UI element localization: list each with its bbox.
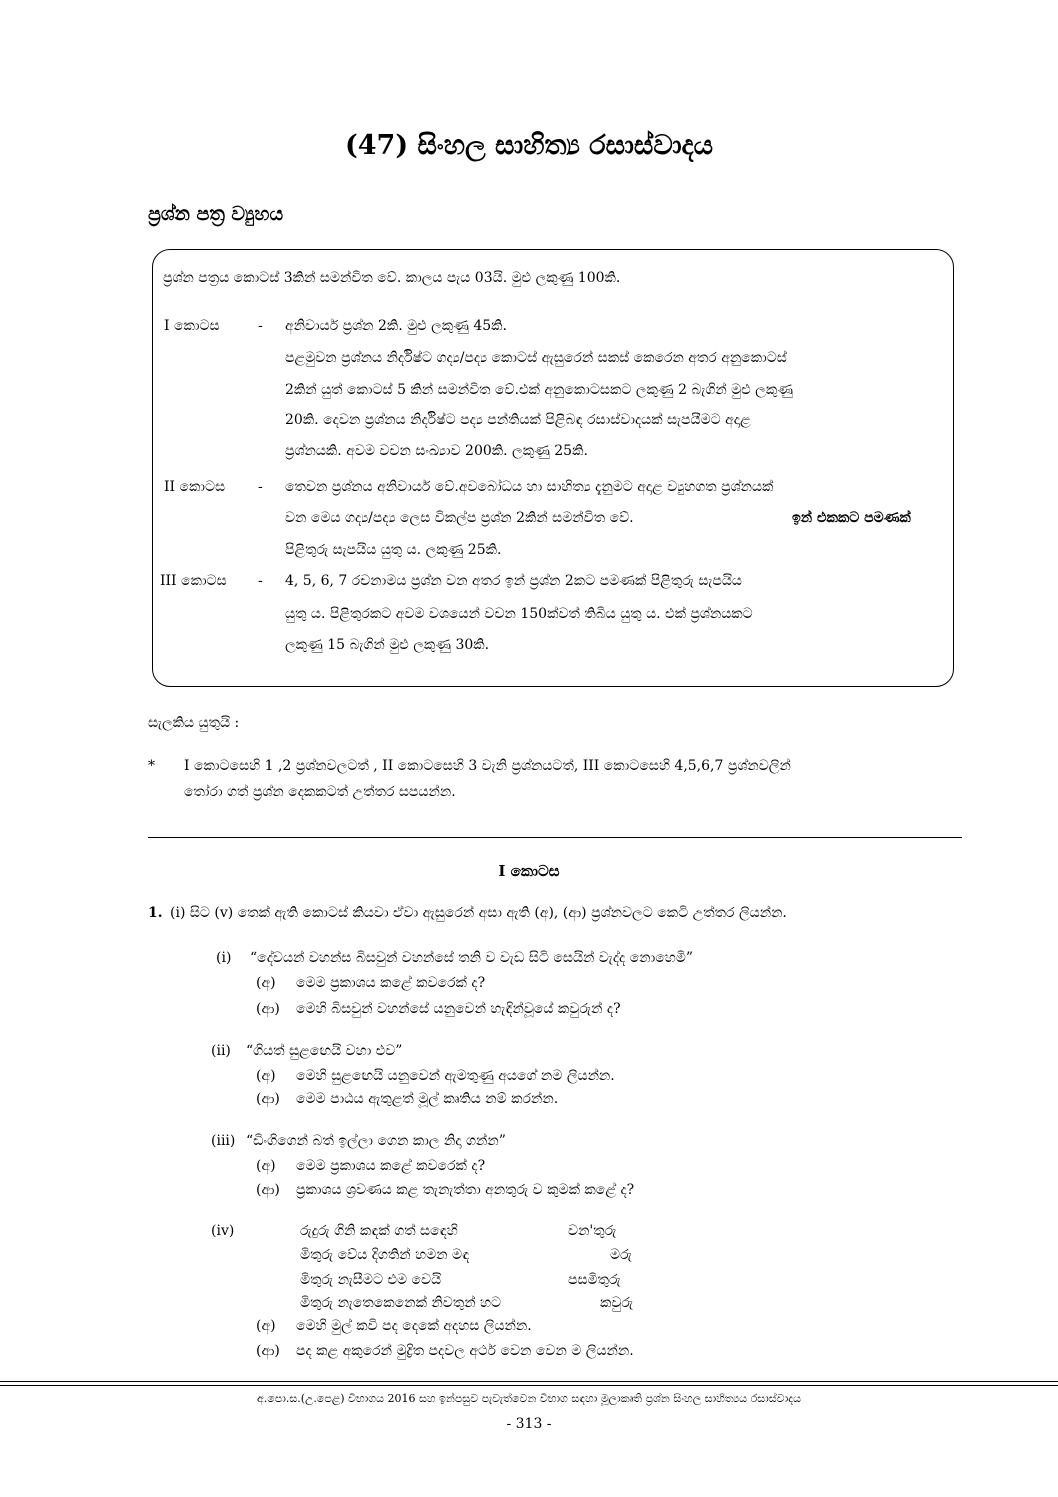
part1-line: අනිවාර්ය ප්‍රශ්න 2කි. මුළු ලකුණු 45කි.	[285, 318, 507, 334]
sub-text: මෙහි සුළඟෙයි යනුවෙන් ඇමතුණු අයගේ නම ලියන්න.	[296, 1068, 615, 1084]
sub-text: මෙම ප්‍රකාශය කළේ කවරෙක් ද?	[296, 975, 486, 991]
section-heading: I කොටස	[498, 862, 560, 880]
part2-dash: -	[258, 479, 263, 495]
sub-label: (ආ)	[256, 1182, 280, 1198]
part2-line: පිළිතුරු සැපයිය යුතු ය. ලකුණු 25කි.	[285, 542, 502, 558]
footer-text: අ.පො.ස.(උ.පෙළ) විභාගය 2016 සහ ඉන්පසුව පැවැත්වෙන විභාග සඳහා මූලාකෘති ප්‍රශ්න සිංහල සාහිත්‍යය රසාස්වාදය	[257, 1392, 801, 1405]
part1-dash: -	[258, 318, 263, 334]
part3-line: ලකුණු 15 බැගින් මුළු ලකුණු 30කි.	[285, 637, 490, 653]
part3-line: යුතු ය. පිළිතුරකට අවම වශයෙන් වචන 150ක්වත් තිබිය යුතු ය. එක් ප්‍රශ්නයකට	[285, 606, 753, 622]
sub-text: මෙහි මුල් කවි පද දෙකේ අදහස ලියන්න.	[296, 1318, 532, 1334]
verse-left: මිතුරු නැසීමට එම වෙයි	[300, 1272, 442, 1288]
divider	[148, 837, 962, 838]
sub-text: ප්‍රකාශය ශ්‍රවණය කළ තැනැත්තා අනතුරු ව කුමක් කළේ ද?	[296, 1182, 635, 1198]
footer-rule	[0, 1385, 1058, 1386]
sub-label: (අ)	[256, 1068, 276, 1084]
note-line: I කොටසෙහි 1 ,2 ප්‍රශ්නවලටත් , II කොටසෙහි 3 වැනි ප්‍රශ්නයටත්, III කොටසෙහි 4,5,6,7 ප්‍රශ්නවලින්	[184, 758, 791, 774]
part2-line: වන මෙය ගද්‍ය/පද්‍ය ලෙස විකල්ප ප්‍රශ්න 2කින් සමන්විත වේ.	[285, 510, 634, 526]
part3-line: 4, 5, 6, 7 රචනාමය ප්‍රශ්න වන අතර ඉන් ප්‍රශ්න 2කට පමණක් පිළිතුරු සැපයිය	[285, 573, 742, 589]
sub-label: (ආ)	[256, 1091, 280, 1107]
item-quote: “දේවයන් වහන්ස බිසවුන් වහන්සේ තනි ව වැඩ සිටි සෙයින් වැද්ද නොහෙමි”	[250, 950, 693, 966]
sub-label: (ආ)	[256, 1343, 280, 1359]
page-title: (47) සිංහල සාහිත්‍ය රසාස්වාදය	[344, 130, 714, 161]
part1-line: 20කි. දෙවන ප්‍රශ්නය නිර්දිෂ්ට පද්‍ය පන්තියක් පිළිබඳ රසාස්වාදයක් සැපයීමට අදාළ	[285, 412, 751, 428]
part1-label: I කොටස	[164, 318, 220, 334]
item-quote: “ඩිංගිගෙන් බත් ඉල්ලා ගෙන කාල නිදා ගන්න”	[246, 1133, 506, 1149]
page-number: - 313 -	[506, 1416, 552, 1432]
note-heading: සැලකිය යුතුයි :	[148, 715, 240, 731]
verse-left: මිතුරු නැතෙකෙනෙක් නිවතුන් හට	[300, 1295, 502, 1311]
item-label: (ii)	[211, 1043, 231, 1059]
sub-label: (අ)	[256, 1158, 276, 1174]
verse-right: මරු	[610, 1247, 632, 1263]
box-intro: ප්‍රශ්න පත්‍රය කොටස් 3කින් සමන්විත වේ. කාලය පැය 03යි. මුළු ලකුණු 100කි.	[163, 270, 621, 286]
part1-line: පළමුවන ප්‍රශ්නය නිර්දිෂ්ට ගද්‍ය/පද්‍ය කොටස් ඇසුරෙන් සකස් කෙරෙන අතර අනුකොටස්	[285, 350, 787, 366]
sub-text: මෙහි බිසවුන් වහන්සේ යනුවෙන් හැඳින්වූයේ කවුරුන් ද?	[296, 1001, 621, 1017]
sub-label: (අ)	[256, 1318, 276, 1334]
part1-line: ප්‍රශ්නයකි. අවම වචන සංඛ්‍යාව 200කි. ලකුණු 25කි.	[285, 443, 588, 459]
structure-heading: ප්‍රශ්න පත්‍ර ව්‍යුහය	[148, 203, 284, 225]
part2-label: II කොටස	[164, 479, 226, 495]
sub-label: (අ)	[256, 975, 276, 991]
question-text: (i) සිට (v) තෙක් ඇති කොටස් කියවා ඒවා ඇසුරෙන් අසා ඇති (අ), (ආ) ප්‍රශ්නවලට කෙටි උත්තර ලියන්න.	[170, 905, 787, 921]
sub-text: මෙම පාඨය ඇතුළත් මූල් කෘතිය නම් කරන්න.	[296, 1091, 559, 1107]
item-label: (iii)	[211, 1133, 236, 1149]
footer-rule	[0, 1381, 1058, 1382]
verse-left: මිතුරු වේය දිගතින් හමන මඳ	[300, 1247, 470, 1263]
item-label: (iv)	[211, 1223, 235, 1239]
question-number: 1.	[148, 905, 163, 921]
part1-line: 2කින් යුත් කොටස් 5 කින් සමන්විත වේ.එක් අනුකොටසකට ලකුණු 2 බැගින් මුළු ලකුණු	[285, 382, 793, 398]
sub-label: (ආ)	[256, 1001, 280, 1017]
part2-line-emphasis: ඉන් එකකට පමණක්	[792, 510, 911, 526]
item-label: (i)	[216, 950, 232, 966]
item-quote: “ගියත් සුළඟෙයි වහා එව”	[246, 1043, 403, 1059]
verse-right: පසමිතුරු	[568, 1272, 621, 1288]
part3-label: III කොටස	[160, 573, 227, 589]
part2-line: තෙවන ප්‍රශ්නය අනිවාර්ය වේ.අවබෝධය හා සාහිත්‍ය දැනුමට අදාළ ව්‍යුහගත ප්‍රශ්නයක්	[285, 479, 774, 495]
verse-left: රුදුරු ගිනි කඳක් ගත් සඳෙහි	[300, 1223, 458, 1239]
note-line: තෝරා ගත් ප්‍රශ්න දෙකකටත් උත්තර සපයන්න.	[184, 784, 456, 800]
part3-dash: -	[258, 573, 263, 589]
sub-text: පද කළ අකුරෙන් මුද්‍රිත පදවල අර්ථ වෙන වෙන ම ලියන්න.	[296, 1343, 634, 1359]
verse-right: වන'තුරු	[568, 1223, 617, 1239]
verse-right: කවුරු	[600, 1295, 634, 1311]
sub-text: මෙම ප්‍රකාශය කළේ කවරෙක් ද?	[296, 1158, 486, 1174]
note-star: *	[148, 758, 155, 774]
